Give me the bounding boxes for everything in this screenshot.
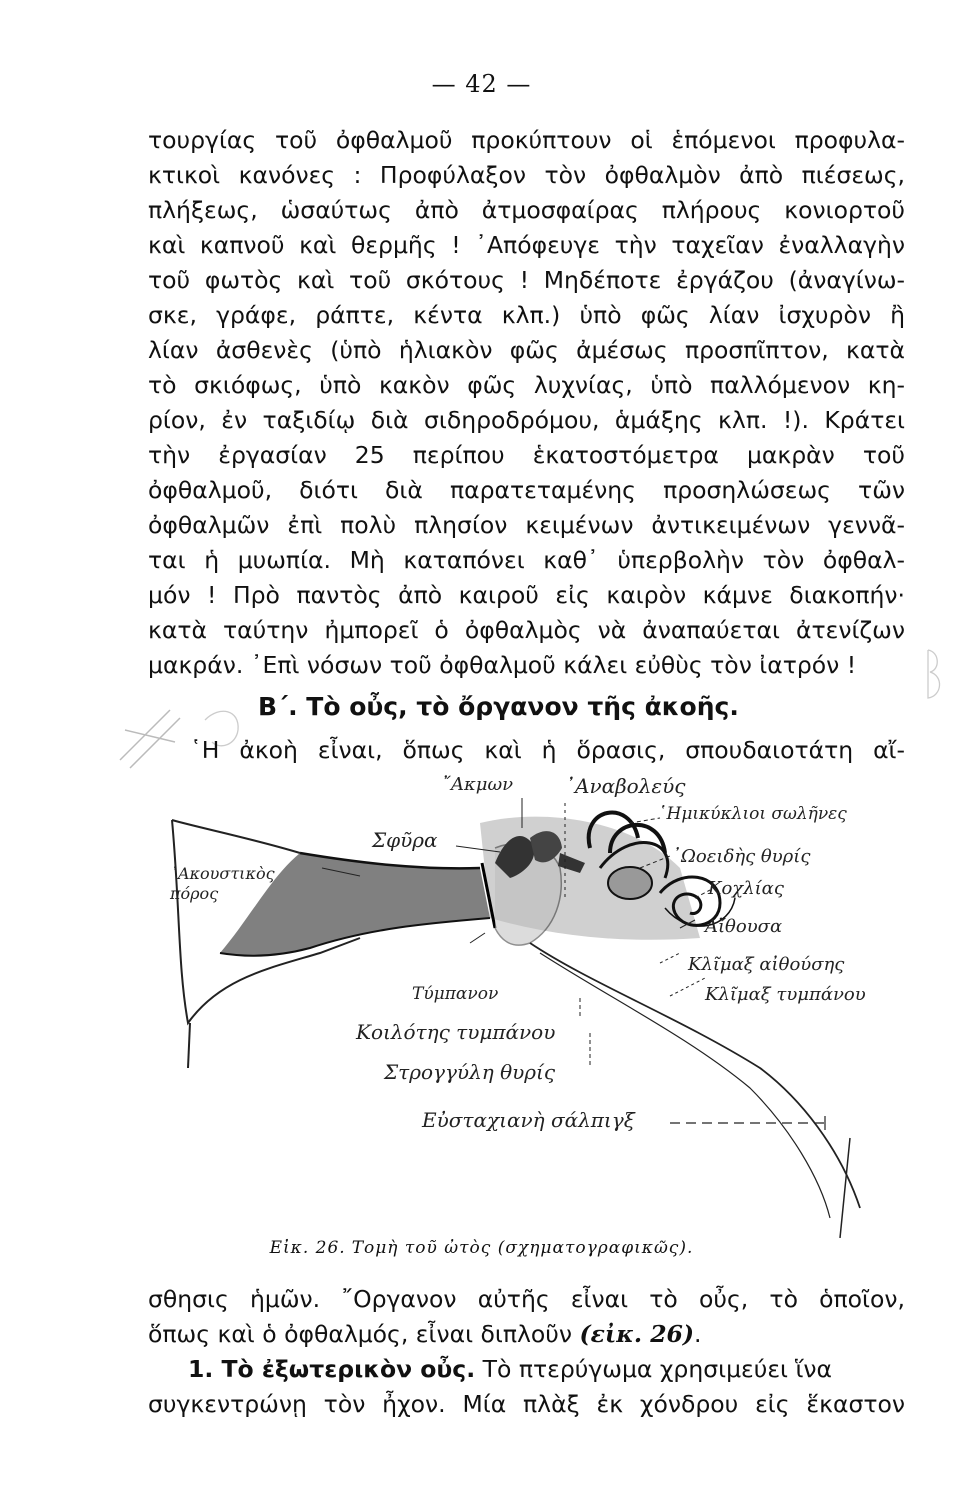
label-kochlias: Κοχλίας — [708, 878, 784, 899]
paragraph-line: καὶ καπνοῦ καὶ θερμῆς ! ᾿Απόφευγε τὴν ταχεῖαν ἐναλλαγὴν — [148, 231, 905, 259]
subsection-heading: 1. Τὸ ἐξωτερικὸν οὖς. — [188, 1355, 476, 1383]
label-strongyli-thyris: Στρογγύλη θυρίς — [384, 1060, 556, 1084]
paragraph-line: ῾Η ἀκοὴ εἶναι, ὅπως καὶ ἡ ὅρασις, σπουδαιοτάτη αἴ- — [190, 736, 905, 764]
paragraph-line: ται ἡ μυωπία. Μὴ καταπόνει καθ᾿ ὑπερβολὴν τὸν ὀφθαλ- — [148, 546, 905, 574]
paragraph-line: τουργίας τοῦ ὀφθαλμοῦ προκύπτουν οἱ ἑπόμενοι προφυλα- — [148, 126, 905, 154]
top-paragraph — [148, 123, 905, 683]
label-imikykloi: ῾Ημικύκλιοι σωλῆνες — [658, 804, 847, 824]
label-sfyra: Σφῦρα — [372, 828, 438, 852]
label-akoustikos-poros-text: ᾿Ακουστικὸς πόρος — [170, 864, 275, 903]
ear-cross-section-figure — [160, 768, 900, 1238]
paragraph-line: τὴν ἐργασίαν 25 περίπου ἑκατοστόμετρα μακρὰν τοῦ — [148, 441, 905, 469]
paragraph-line: ρίον, ἐν ταξιδίῳ διὰ σιδηροδρόμου, ἁμάξης κλπ. !). Κράτει — [148, 406, 905, 434]
figure-caption — [0, 1238, 963, 1258]
paragraph-line: λίαν ἀσθενὲς (ὑπὸ ἡλιακὸν φῶς ἀμέσως προσπῖπτον, κατὰ — [148, 336, 905, 364]
bottom-paragraph — [148, 1282, 905, 1422]
pencil-mark-graphic — [900, 640, 960, 710]
paragraph-line: κατὰ ταύτην ἠμπορεῖ ὁ ὀφθαλμὸς νὰ ἀναπαύεται ἀτενίζων — [148, 616, 905, 644]
label-klimax-tympanou: Κλῖμαξ τυμπάνου — [705, 984, 866, 1005]
paragraph-line: σκε, γράφε, ράπτε, κέντα κλπ.) ὑπὸ φῶς λίαν ἰσχυρὸν ἢ — [148, 301, 905, 329]
label-anavoleus: ᾿Αναβολεύς — [565, 774, 686, 798]
label-akmon: ῎Ακμων — [442, 774, 514, 795]
paragraph-line: ὀφθαλμῶν ἐπὶ πολὺ πλησίον κειμένων ἀντικειμένων γεννᾶ- — [148, 511, 905, 539]
paragraph-line: τοῦ φωτὸς καὶ τοῦ σκότους ! Μηδέποτε ἐργάζου (ἀναγίνω- — [148, 266, 905, 294]
paragraph-line-text: Τὸ πτερύγωμα χρησιμεύει ἵνα — [475, 1355, 833, 1383]
label-akoustikos-poros — [170, 864, 290, 904]
figure-reference: (εἰκ. 26) — [579, 1320, 695, 1348]
paragraph-line: ὀφθαλμοῦ, διότι διὰ παρατεταμένης προσηλώσεως τῶν — [148, 476, 905, 504]
section-heading: Β΄. Τὸ οὖς, τὸ ὄργανον τῆς ἀκοῆς. — [258, 692, 739, 721]
paragraph-line — [148, 1352, 905, 1387]
paragraph-line: μόν ! Πρὸ παντὸς ἀπὸ καιροῦ εἰς καιρὸν κάμνε διακοπήν· — [148, 581, 905, 609]
paragraph-line: μακράν. ᾿Επὶ νόσων τοῦ ὀφθαλμοῦ κάλει εὐθὺς τὸν ἰατρόν ! — [148, 651, 857, 679]
label-koilotis-tympanou: Κοιλότης τυμπάνου — [356, 1020, 556, 1044]
paragraph-line-text: . — [694, 1320, 702, 1348]
paragraph-line: πλήξεως, ὡσαύτως ἀπὸ ἀτμοσφαίρας πλήρους κονιορτοῦ — [148, 196, 905, 224]
section-intro — [190, 733, 905, 768]
label-aithousa: Αἴθουσα — [705, 916, 783, 937]
figure-caption-number: Εἰκ. 26. — [269, 1238, 346, 1258]
paragraph-line — [148, 1317, 905, 1352]
page-number: — 42 — — [431, 70, 532, 98]
label-oeidis-thyris: ᾿Ωοειδὴς θυρίς — [672, 846, 811, 867]
paragraph-line: συγκεντρώνῃ τὸν ἦχον. Μία πλὰξ ἐκ χόνδρου εἰς ἕκαστον — [148, 1390, 905, 1418]
paragraph-line: σθησις ἡμῶν. ῎Οργανον αὐτῆς εἶναι τὸ οὖς, τὸ ὁποῖον, — [148, 1285, 905, 1313]
paragraph-line-text: ὅπως καὶ ὁ ὀφθαλμός, εἶναι διπλοῦν — [148, 1320, 580, 1348]
label-eustachiani: Εὐσταχιανὴ σάλπιγξ — [422, 1108, 635, 1132]
paragraph-line: κτικοὶ κανόνες : Προφύλαξον τὸν ὀφθαλμὸν ἀπὸ πιέσεως, — [148, 161, 905, 189]
figure-caption-text: Τομὴ τοῦ ὠτὸς (σχηματογραφικῶς). — [351, 1238, 694, 1258]
paragraph-line: τὸ σκιόφως, ὑπὸ κακὸν φῶς λυχνίας, ὑπὸ παλλόμενον κη- — [148, 371, 905, 399]
label-tympanon: Τύμπανον — [412, 984, 499, 1004]
label-klimax-aithousis: Κλῖμαξ αἰθούσης — [688, 954, 845, 975]
